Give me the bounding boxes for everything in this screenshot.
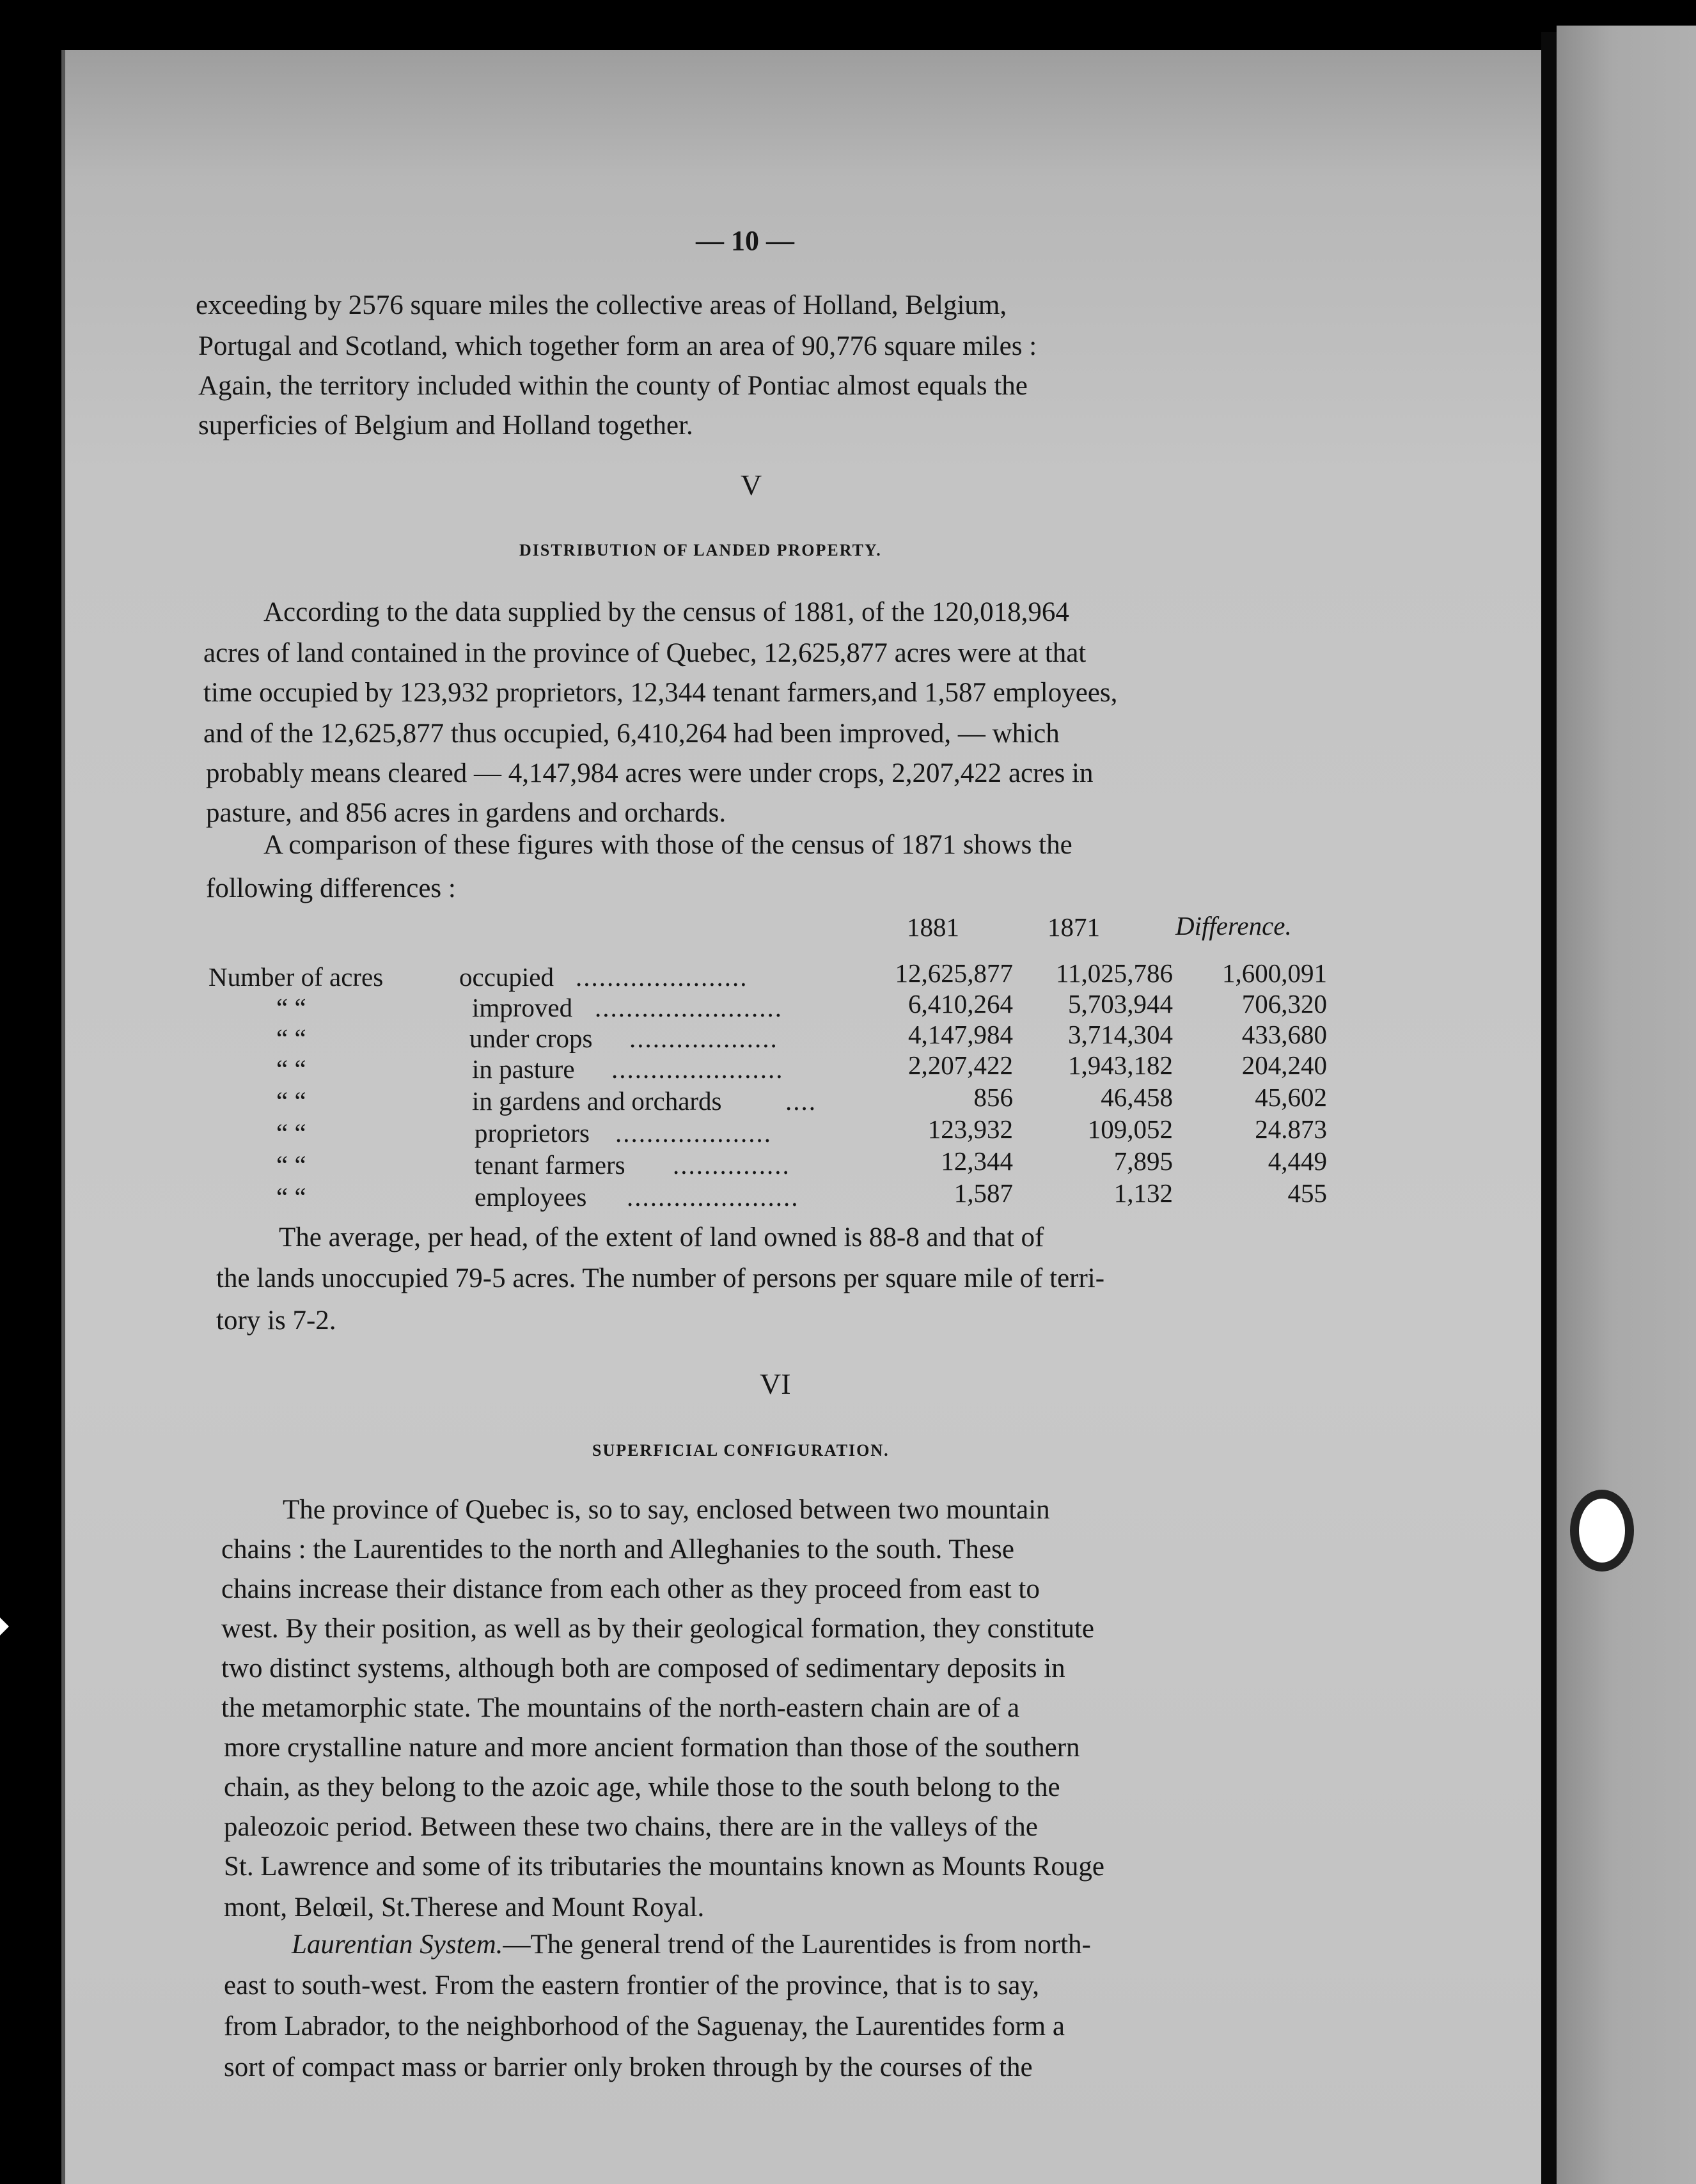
table-row-label: occupied <box>459 962 554 992</box>
paragraph-line: and of the 12,625,877 thus occupied, 6,410,264 had been improved, — which <box>203 719 1060 749</box>
table-row-leader: .................... <box>615 1118 772 1148</box>
paragraph-text: —The general trend of the Laurentides is from north- <box>503 1930 1091 1960</box>
table-cell-1871: 46,458 <box>1101 1082 1173 1112</box>
table-cell-1881: 6,410,264 <box>908 989 1013 1018</box>
table-cell-1871: 5,703,944 <box>1068 989 1173 1018</box>
table-row-leader: .... <box>785 1086 817 1116</box>
table-cell-1871: 11,025,786 <box>1056 958 1173 988</box>
table-row-leader: ...................... <box>627 1182 799 1212</box>
paragraph-line: more crystalline nature and more ancient formation than those of the southern <box>224 1733 1080 1763</box>
paragraph-line: pasture, and 856 acres in gardens and orchards. <box>206 798 726 828</box>
paragraph-line: tory is 7-2. <box>216 1306 336 1336</box>
page-number: — 10 — <box>696 225 794 256</box>
paragraph-line: paleozoic period. Between these two chains, there are in the valleys of the <box>224 1812 1038 1842</box>
paragraph-line: east to south-west. From the eastern frontier of the province, that is to say, <box>224 1970 1039 2001</box>
table-cell-difference: 455 <box>1287 1178 1327 1208</box>
table-cell-difference: 433,680 <box>1241 1020 1327 1049</box>
paragraph-line: The province of Quebec is, so to say, enclosed between two mountain <box>283 1495 1050 1525</box>
table-row-label: improved <box>472 993 573 1022</box>
paragraph-line: west. By their position, as well as by their geological formation, they constitute <box>221 1614 1094 1644</box>
paragraph-line: the lands unoccupied 79-5 acres. The number of persons per square mile of terri- <box>216 1263 1105 1293</box>
table-row-leader: ............... <box>673 1150 790 1180</box>
table-header-difference: Difference. <box>1175 911 1292 940</box>
table-cell-1871: 7,895 <box>1113 1146 1173 1176</box>
table-cell-difference: 1,600,091 <box>1222 958 1327 988</box>
paragraph-line: time occupied by 123,932 proprietors, 12,344 tenant farmers,and 1,587 employees, <box>203 678 1118 708</box>
table-row-prefix: “ “ <box>276 993 306 1022</box>
paragraph-line <box>292 1931 1091 1958</box>
table-row-label: in gardens and orchards <box>472 1086 722 1116</box>
paragraph-line: A comparison of these figures with those of the census of 1871 shows the <box>263 830 1072 860</box>
table-row-prefix: “ “ <box>276 1150 306 1180</box>
table-cell-1881: 2,207,422 <box>908 1050 1013 1080</box>
paragraph-line: St. Lawrence and some of its tributaries the mountains known as Mounts Rouge <box>224 1852 1104 1882</box>
table-cell-1881: 856 <box>973 1082 1013 1112</box>
table-row-label: employees <box>475 1182 587 1212</box>
paragraph-line: According to the data supplied by the census of 1881, of the 120,018,964 <box>263 597 1069 627</box>
table-cell-1871: 109,052 <box>1087 1114 1173 1144</box>
section-heading: DISTRIBUTION OF LANDED PROPERTY. <box>519 541 882 559</box>
table-cell-1881: 1,587 <box>954 1178 1013 1208</box>
section-heading: SUPERFICIAL CONFIGURATION. <box>592 1441 890 1460</box>
intro-line: Portugal and Scotland, which together form an area of 90,776 square miles : <box>198 331 1037 361</box>
section-numeral: VI <box>760 1368 791 1400</box>
table-cell-1881: 12,625,877 <box>895 958 1013 988</box>
table-cell-difference: 204,240 <box>1241 1050 1327 1080</box>
table-cell-1881: 123,932 <box>927 1114 1013 1144</box>
table-cell-1881: 12,344 <box>941 1146 1013 1176</box>
paragraph-line: following differences : <box>206 873 456 903</box>
table-cell-difference: 706,320 <box>1241 989 1327 1018</box>
table-cell-1871: 1,943,182 <box>1068 1050 1173 1080</box>
table-row-leader: ...................... <box>576 962 748 992</box>
table-cell-1881: 4,147,984 <box>908 1020 1013 1049</box>
intro-line: exceeding by 2576 square miles the collective areas of Holland, Belgium, <box>196 290 1007 320</box>
table-row-label: under crops <box>469 1024 593 1053</box>
table-header-1881: 1881 <box>907 912 959 942</box>
table-cell-1871: 3,714,304 <box>1068 1020 1173 1049</box>
table-row-leader: ...................... <box>611 1054 784 1084</box>
paragraph-line: two distinct systems, although both are composed of sedimentary deposits in <box>221 1653 1065 1683</box>
paragraph-line: from Labrador, to the neighborhood of the Saguenay, the Laurentides form a <box>224 2011 1065 2041</box>
table-row-label: tenant farmers <box>475 1150 625 1180</box>
paragraph-line: the metamorphic state. The mountains of the north-eastern chain are of a <box>221 1693 1020 1723</box>
table-row-prefix: “ “ <box>276 1086 306 1116</box>
table-row-label: proprietors <box>475 1118 590 1148</box>
table-cell-difference: 45,602 <box>1255 1082 1327 1112</box>
paragraph-line: mont, Belœil, St.Therese and Mount Royal. <box>224 1892 705 1923</box>
table-row-prefix: “ “ <box>276 1054 306 1084</box>
table-row-leader: ................... <box>629 1024 778 1053</box>
paragraph-line: The average, per head, of the extent of land owned is 88-8 and that of <box>279 1222 1044 1252</box>
table-row-label: in pasture <box>472 1054 575 1084</box>
table-row-leader: ........................ <box>595 993 783 1022</box>
paragraph-line: probably means cleared — 4,147,984 acres were under crops, 2,207,422 acres in <box>206 758 1094 788</box>
table-cell-difference: 4,449 <box>1268 1146 1327 1176</box>
run-in-heading: Laurentian System. <box>292 1930 503 1960</box>
intro-line: Again, the territory included within the county of Pontiac almost equals the <box>198 371 1028 401</box>
paragraph-line: chains increase their distance from each other as they proceed from east to <box>221 1574 1040 1604</box>
table-cell-difference: 24.873 <box>1255 1114 1327 1144</box>
paragraph-line: sort of compact mass or barrier only broken through by the courses of the <box>224 2052 1033 2082</box>
intro-line: superficies of Belgium and Holland together. <box>198 410 693 441</box>
table-row-prefix: “ “ <box>276 1024 306 1053</box>
paragraph-line: acres of land contained in the province of Quebec, 12,625,877 acres were at that <box>203 638 1087 668</box>
paragraph-line: chain, as they belong to the azoic age, while those to the south belong to the <box>224 1772 1060 1802</box>
table-row-prefix: “ “ <box>276 1182 306 1212</box>
section-numeral: V <box>741 469 762 501</box>
paragraph-line: chains : the Laurentides to the north and Alleghanies to the south. These <box>221 1534 1014 1564</box>
table-row-prefix: Number of acres <box>208 962 384 992</box>
table-header-1871: 1871 <box>1048 912 1100 942</box>
table-cell-1871: 1,132 <box>1113 1178 1173 1208</box>
table-row-prefix: “ “ <box>276 1118 306 1148</box>
